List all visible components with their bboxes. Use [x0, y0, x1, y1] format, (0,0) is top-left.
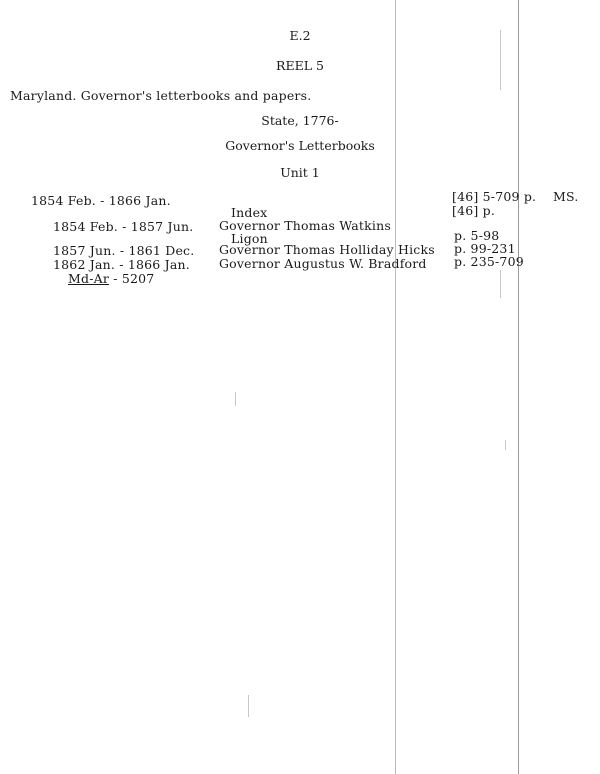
unit-label: Unit 1	[280, 165, 320, 180]
index-pages: [46] p.	[452, 203, 496, 218]
repository-separator: -	[109, 271, 122, 286]
entry-name: Governor Thomas Holliday Hicks	[219, 242, 435, 257]
repository-line	[68, 271, 154, 286]
repository-code: Md-Ar	[68, 271, 110, 286]
scan-mark	[248, 695, 249, 717]
document-code: E.2	[289, 28, 311, 43]
entry-dates: 1857 Jun. - 1861 Dec.	[53, 243, 195, 258]
reel-label: REEL 5	[276, 58, 324, 73]
entry-name: Governor Thomas Watkins	[219, 218, 391, 233]
scan-mark	[505, 440, 506, 450]
collection-title: Maryland. Governor's letterbooks and papers.	[10, 88, 312, 103]
summary-pages: [46] 5-709 p.	[452, 189, 537, 204]
series-title: Governor's Letterbooks	[225, 138, 375, 153]
entry-dates: 1862 Jan. - 1866 Jan.	[53, 257, 190, 272]
scan-mark	[500, 270, 501, 298]
summary-format: MS.	[553, 189, 579, 204]
entry-pages: p. 235-709	[454, 254, 524, 269]
entry-pages: p. 5-98	[454, 228, 500, 243]
state-label: State, 1776-	[261, 113, 339, 128]
index-label: Index	[231, 205, 268, 220]
entry-name-continued: Ligon	[231, 231, 268, 246]
scan-mark	[235, 392, 236, 406]
entry-pages: p. 99-231	[454, 241, 516, 256]
entry-name: Governor Augustus W. Bradford	[219, 256, 427, 271]
entry-dates: 1854 Feb. - 1857 Jun.	[53, 219, 194, 234]
summary-dates: 1854 Feb. - 1866 Jan.	[31, 193, 171, 208]
repository-number: 5207	[121, 271, 155, 286]
